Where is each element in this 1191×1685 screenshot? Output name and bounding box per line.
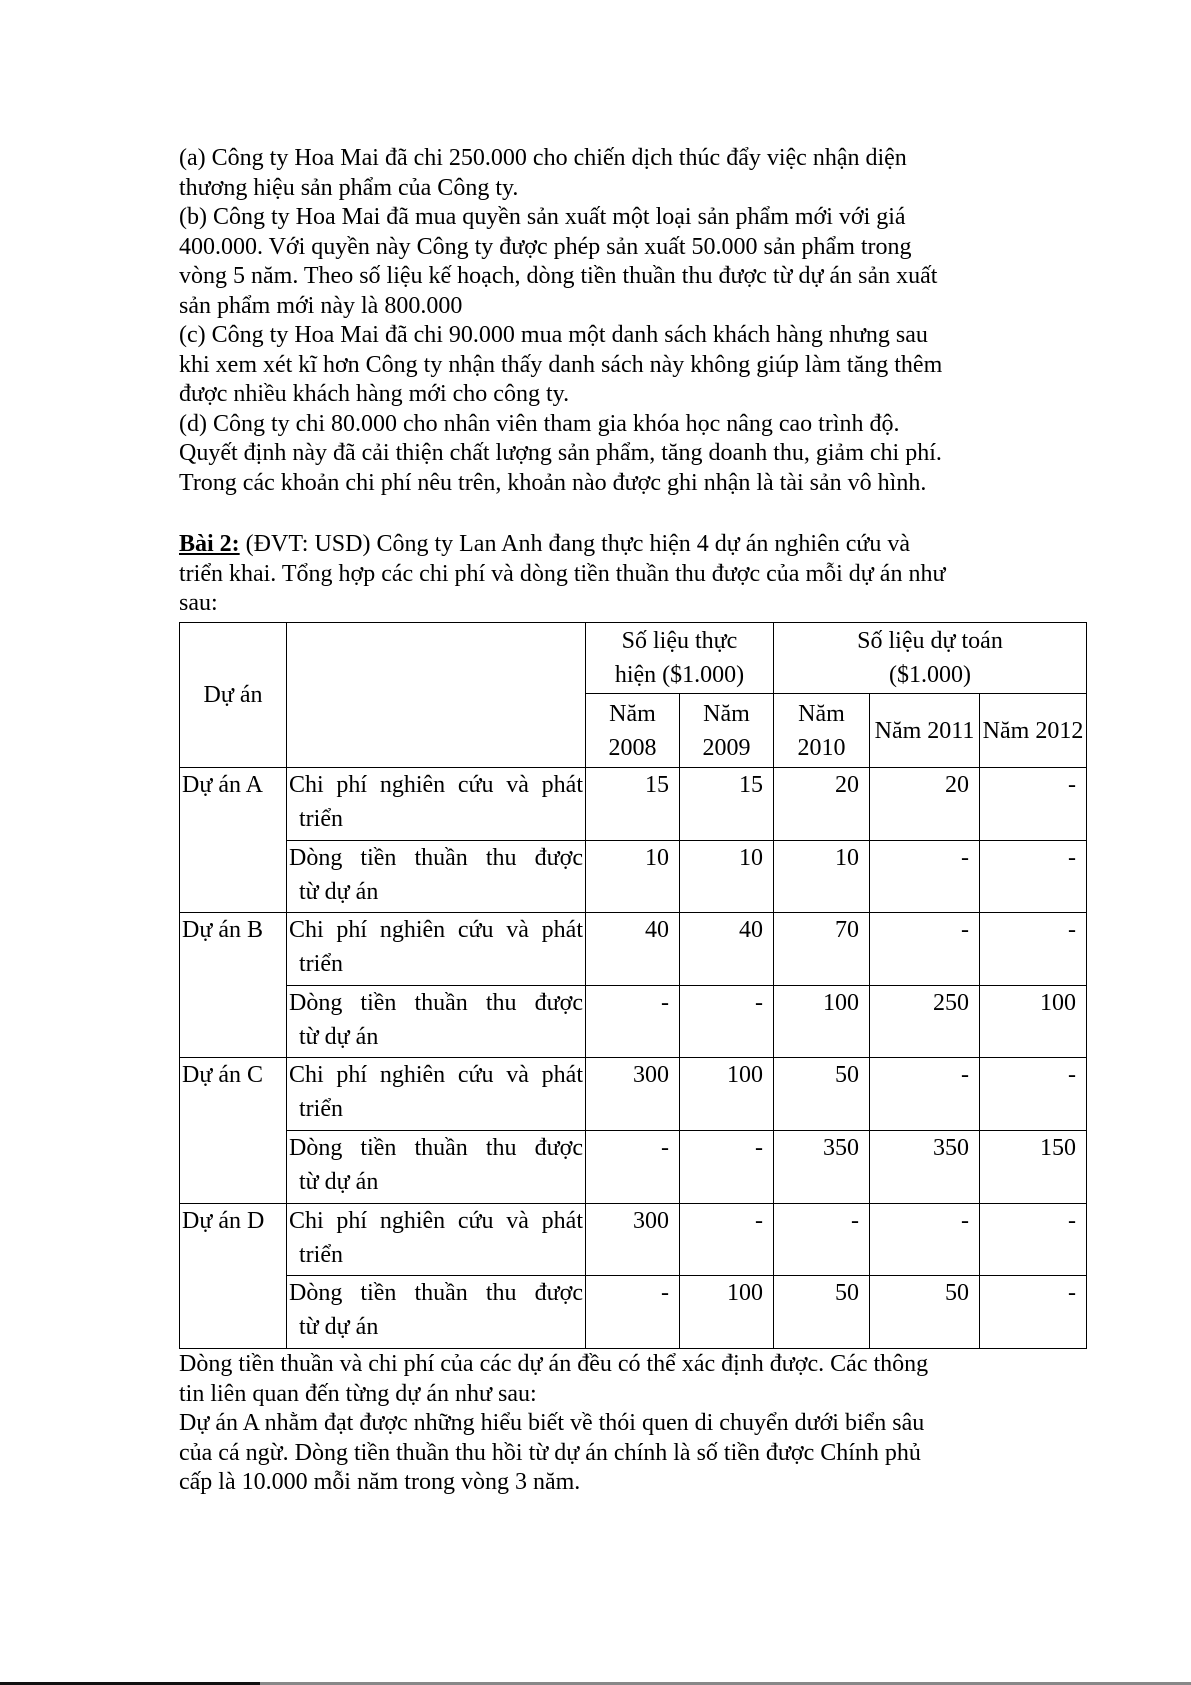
bai2-intro <box>179 530 1039 619</box>
header-2011: Năm 2011 <box>870 694 980 768</box>
desc-net-cash <box>287 985 586 1058</box>
value-cell: 50 <box>774 1058 870 1131</box>
value-cell: - <box>680 985 774 1058</box>
text-line: (d) Công ty chi 80.000 cho nhân viên tham gia khóa học nâng cao trình độ. <box>179 410 900 437</box>
text-line: sản phẩm mới này là 800.000 <box>179 292 463 319</box>
header-text: hiện ($1.000) <box>614 662 745 688</box>
desc-text: triển <box>299 1241 343 1268</box>
value-cell: - <box>870 840 980 913</box>
desc-text: từ dự án <box>299 1168 379 1195</box>
table-row <box>180 1203 1087 1276</box>
text-line: vòng 5 năm. Theo số liệu kế hoạch, dòng tiền thuần thu được từ dự án sản xuất <box>179 263 938 289</box>
desc-text: Dòng tiền thuần thu được <box>289 989 583 1016</box>
header-2008 <box>586 694 680 768</box>
value-cell: 350 <box>870 1130 980 1203</box>
desc-net-cash <box>287 1276 586 1349</box>
value-cell: 300 <box>586 1203 680 1276</box>
table-row <box>180 985 1087 1058</box>
header-actual <box>586 623 774 694</box>
text-line: khi xem xét kĩ hơn Công ty nhận thấy danh sách này không giúp làm tăng thêm <box>179 351 943 378</box>
desc-text: triển <box>299 806 343 832</box>
header-text: ($1.000) <box>889 662 971 688</box>
project-name: Dự án A <box>180 768 287 913</box>
header-blank <box>287 623 586 768</box>
text-line: tin liên quan đến từng dự án như sau: <box>179 1380 537 1407</box>
value-cell: 100 <box>680 1058 774 1131</box>
value-cell: 10 <box>586 840 680 913</box>
header-text: 2008 <box>608 734 657 761</box>
text-line: Dự án A nhằm đạt được những hiểu biết về thói quen di chuyển dưới biển sâu <box>179 1410 925 1436</box>
value-cell: 100 <box>680 1276 774 1349</box>
text-line: cấp là 10.000 mỗi năm trong vòng 3 năm. <box>179 1469 581 1495</box>
value-cell: - <box>870 1058 980 1131</box>
value-cell: - <box>980 1203 1087 1276</box>
text-line <box>179 530 1039 560</box>
text-line: Quyết định này đã cải thiện chất lượng sản phẩm, tăng doanh thu, giảm chi phí. <box>179 440 942 466</box>
desc-text: Dòng tiền thuần thu được <box>289 844 583 871</box>
value-cell: - <box>680 1130 774 1203</box>
text-line: thương hiệu sản phẩm của Công ty. <box>179 174 519 201</box>
desc-net-cash <box>287 840 586 913</box>
header-text: Năm <box>609 700 656 727</box>
value-cell: - <box>870 913 980 986</box>
table-row <box>180 768 1087 841</box>
header-project: Dự án <box>180 623 287 768</box>
text-line: sau: <box>179 590 218 616</box>
after-table-text <box>179 1350 1039 1498</box>
value-cell: - <box>774 1203 870 1276</box>
header-text: Số liệu dự toán <box>857 628 1003 654</box>
project-table <box>179 622 1087 1349</box>
value-cell: 100 <box>980 985 1087 1058</box>
header-forecast <box>774 623 1087 694</box>
value-cell: 15 <box>680 768 774 841</box>
value-cell: 250 <box>870 985 980 1058</box>
value-cell: 15 <box>586 768 680 841</box>
table-body <box>180 768 1087 1349</box>
desc-text: từ dự án <box>299 1023 379 1050</box>
text-line: (c) Công ty Hoa Mai đã chi 90.000 mua một danh sách khách hàng nhưng sau <box>179 322 928 348</box>
desc-rd-cost <box>287 1203 586 1276</box>
value-cell: - <box>980 840 1087 913</box>
table-row <box>180 840 1087 913</box>
text-line: của cá ngừ. Dòng tiền thuần thu hồi từ dự án chính là số tiền được Chính phủ <box>179 1439 921 1466</box>
value-cell: - <box>586 1276 680 1349</box>
value-cell: 40 <box>680 913 774 986</box>
header-text: Năm <box>798 700 845 727</box>
project-name: Dự án D <box>180 1203 287 1348</box>
value-cell: - <box>980 768 1087 841</box>
desc-text: Dòng tiền thuần thu được <box>289 1280 583 1307</box>
desc-text: từ dự án <box>299 878 379 905</box>
desc-text: Chi phí nghiên cứu và phát <box>289 1062 583 1089</box>
project-name: Dự án C <box>180 1058 287 1203</box>
value-cell: - <box>586 985 680 1058</box>
value-cell: 100 <box>774 985 870 1058</box>
table-row <box>180 1276 1087 1349</box>
text-line: 400.000. Với quyền này Công ty được phép sản xuất 50.000 sản phẩm trong <box>179 233 912 260</box>
table-row <box>180 1130 1087 1203</box>
header-text: 2009 <box>702 734 751 761</box>
header-text: 2010 <box>797 734 846 761</box>
value-cell: 50 <box>870 1276 980 1349</box>
desc-net-cash <box>287 1130 586 1203</box>
desc-text: triển <box>299 1096 343 1123</box>
value-cell: - <box>980 913 1087 986</box>
value-cell: 150 <box>980 1130 1087 1203</box>
value-cell: - <box>980 1058 1087 1131</box>
value-cell: - <box>680 1203 774 1276</box>
value-cell: 20 <box>774 768 870 841</box>
header-2010 <box>774 694 870 768</box>
text: (ĐVT: USD) Công ty Lan Anh đang thực hiện 4 dự án nghiên cứu và <box>239 531 911 557</box>
value-cell: 10 <box>774 840 870 913</box>
desc-text: triển <box>299 951 343 978</box>
exercise-label: Bài 2: <box>179 531 240 557</box>
desc-rd-cost <box>287 768 586 841</box>
text-line: Dòng tiền thuần và chi phí của các dự án đều có thể xác định được. Các thông <box>179 1351 929 1377</box>
value-cell: 70 <box>774 913 870 986</box>
table-row <box>180 913 1087 986</box>
text-line: Trong các khoản chi phí nêu trên, khoản nào được ghi nhận là tài sản vô hình. <box>179 469 927 496</box>
text-line: (b) Công ty Hoa Mai đã mua quyền sản xuất một loại sản phẩm mới với giá <box>179 204 906 230</box>
value-cell: 20 <box>870 768 980 841</box>
header-2012: Năm 2012 <box>980 694 1087 768</box>
desc-text: từ dự án <box>299 1314 379 1341</box>
value-cell: - <box>870 1203 980 1276</box>
value-cell: - <box>980 1276 1087 1349</box>
desc-rd-cost <box>287 913 586 986</box>
desc-rd-cost <box>287 1058 586 1131</box>
value-cell: 50 <box>774 1276 870 1349</box>
text-line: triển khai. Tổng hợp các chi phí và dòng tiền thuần thu được của mỗi dự án như <box>179 560 946 587</box>
value-cell: 40 <box>586 913 680 986</box>
project-name: Dự án B <box>180 913 287 1058</box>
table-row <box>180 1058 1087 1131</box>
header-text: Năm <box>703 700 750 727</box>
value-cell: - <box>586 1130 680 1203</box>
value-cell: 350 <box>774 1130 870 1203</box>
intro-paragraphs <box>179 144 1039 498</box>
desc-text: Chi phí nghiên cứu và phát <box>289 917 583 944</box>
header-2009 <box>680 694 774 768</box>
text-line: được nhiều khách hàng mới cho công ty. <box>179 381 570 407</box>
desc-text: Dòng tiền thuần thu được <box>289 1134 583 1161</box>
value-cell: 300 <box>586 1058 680 1131</box>
header-text: Số liệu thực <box>621 628 738 654</box>
text-line: (a) Công ty Hoa Mai đã chi 250.000 cho chiến dịch thúc đẩy việc nhận diện <box>179 145 907 171</box>
desc-text: Chi phí nghiên cứu và phát <box>289 1207 583 1234</box>
desc-text: Chi phí nghiên cứu và phát <box>289 772 583 798</box>
value-cell: 10 <box>680 840 774 913</box>
